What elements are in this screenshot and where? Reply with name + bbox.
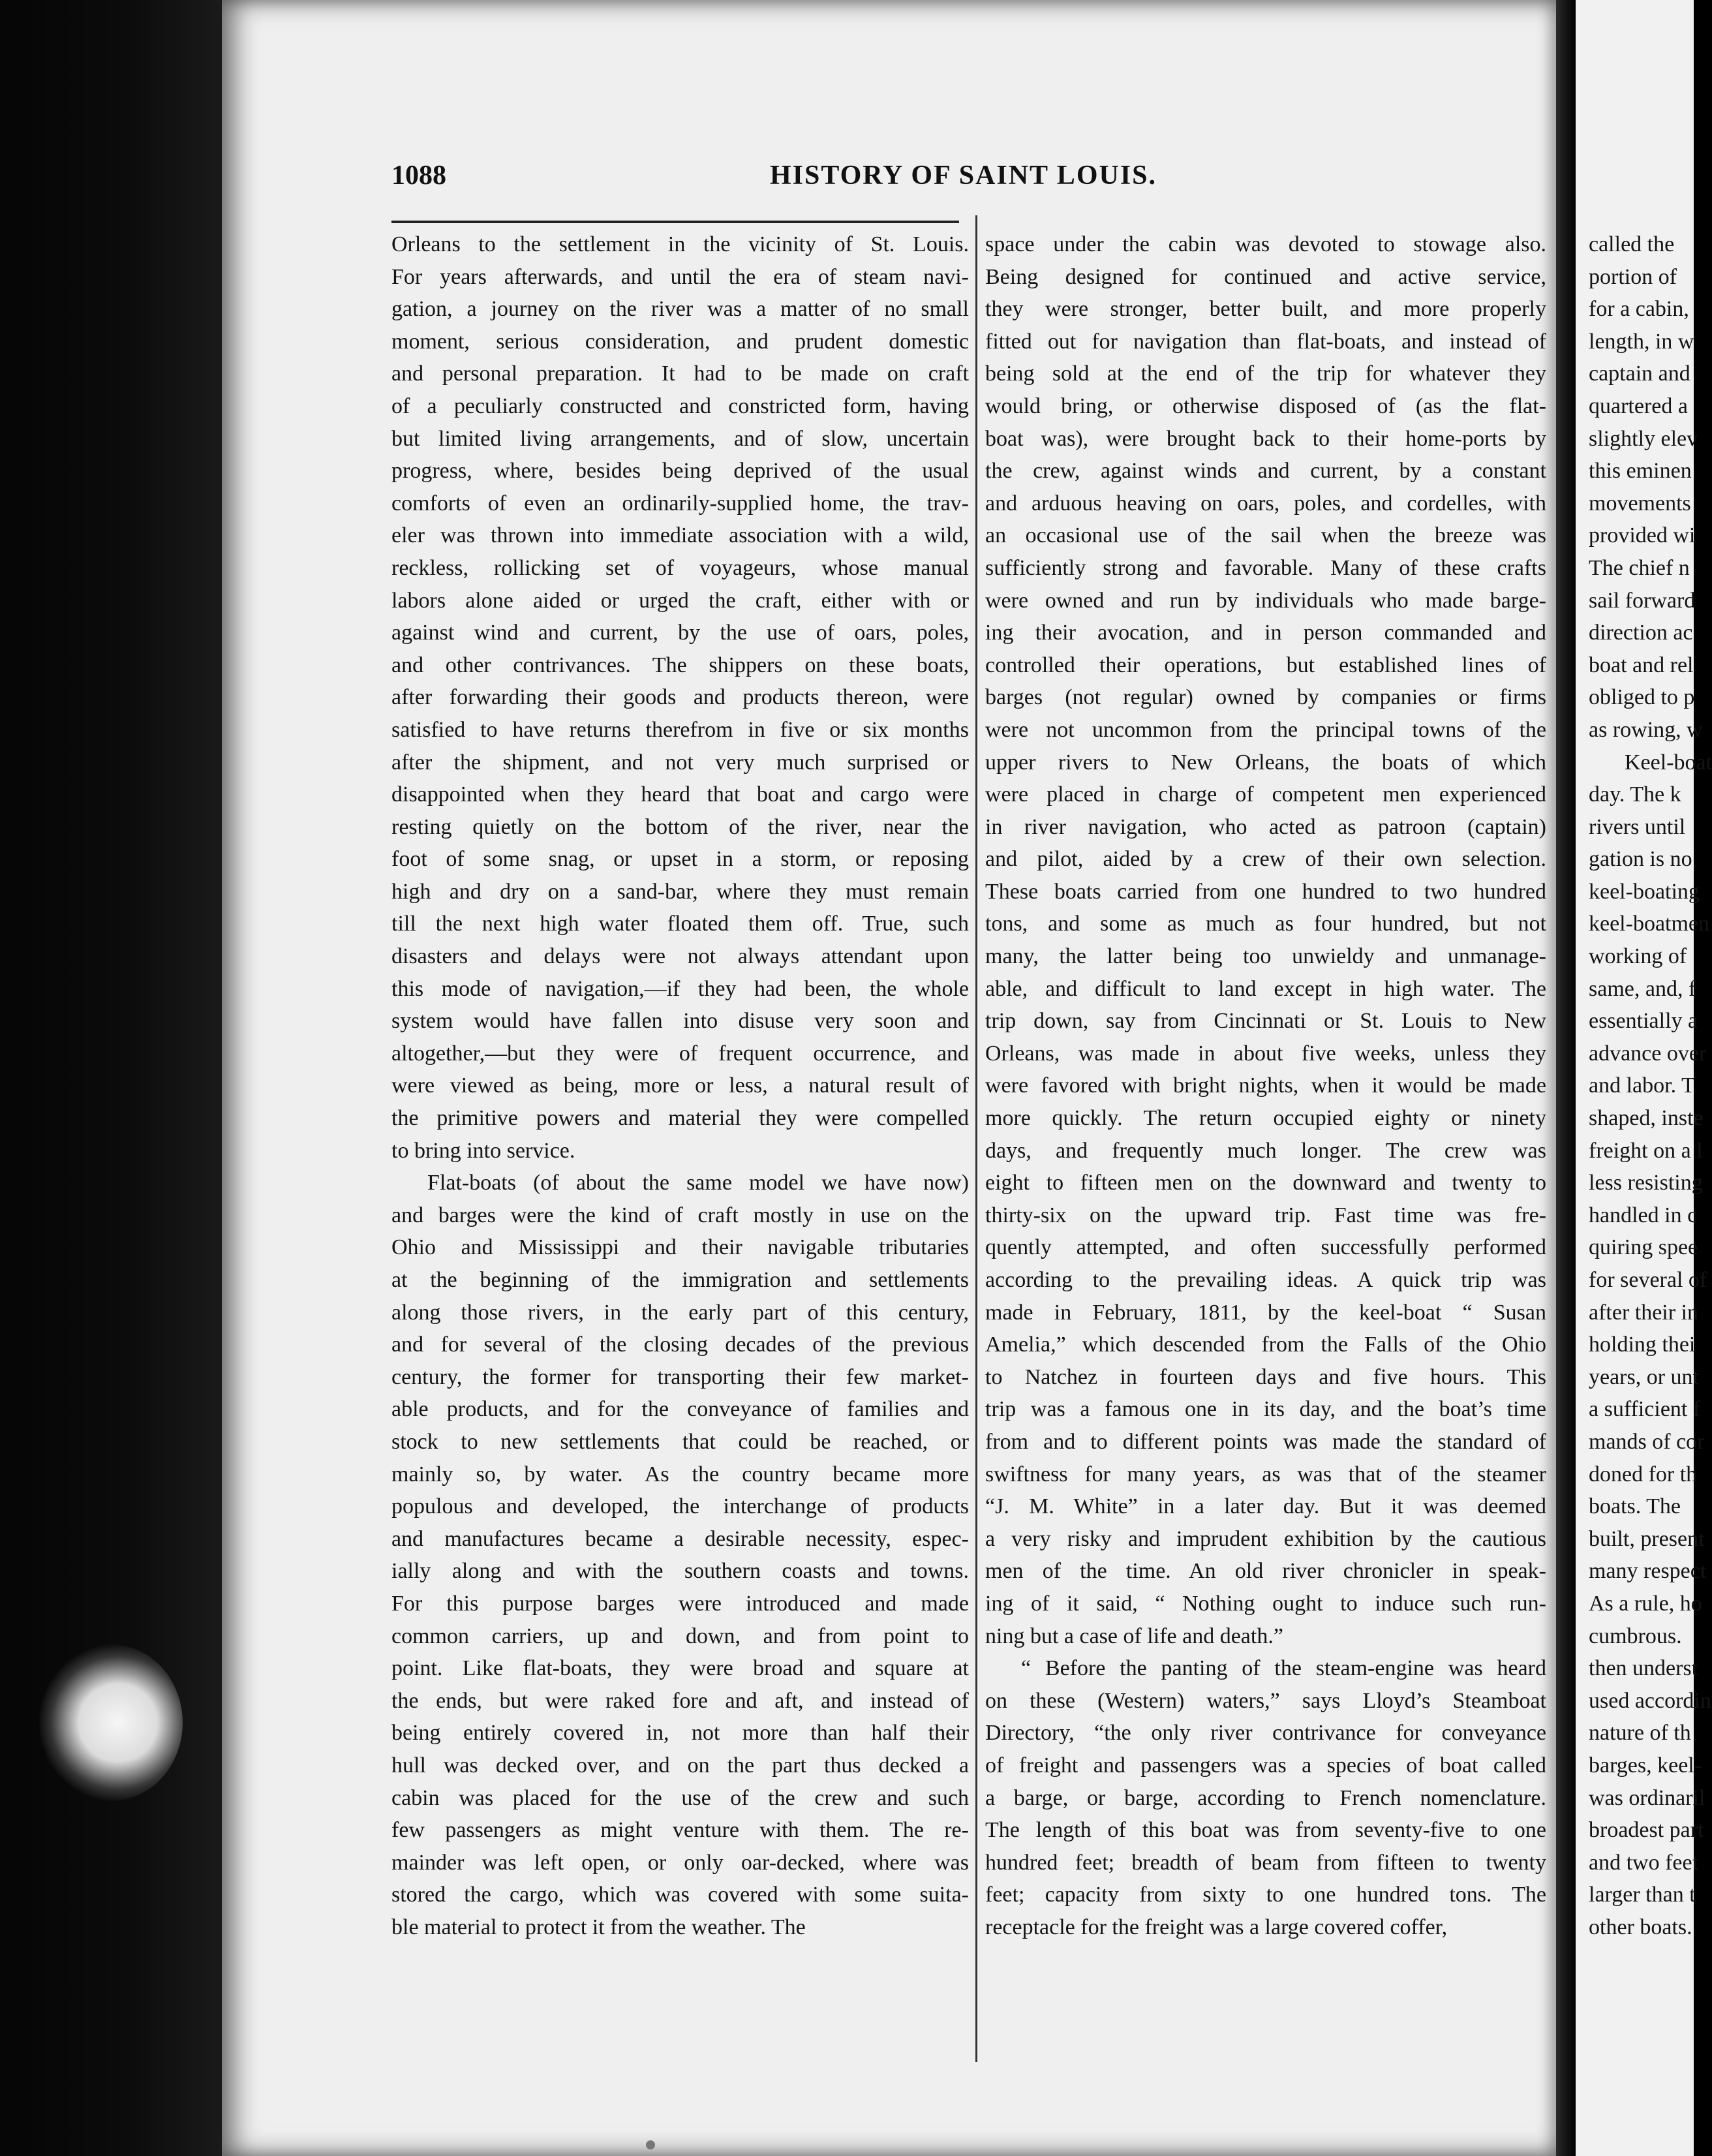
text-line: mainder was left open, or only oar-decked, where was bbox=[391, 1850, 969, 1875]
text-line: essentially a bbox=[1589, 1009, 1698, 1034]
text-line: after the shipment, and not very much surprised or bbox=[391, 750, 969, 775]
text-line: and other contrivances. The shippers on these boats, bbox=[391, 653, 969, 677]
text-line: called the bbox=[1589, 232, 1675, 256]
text-line: common carriers, up and down, and from point to bbox=[391, 1624, 969, 1648]
text-line: obliged to p bbox=[1589, 685, 1695, 710]
text-line: hundred feet; breadth of beam from fifteen to twenty bbox=[985, 1850, 1546, 1875]
text-line: ning but a case of life and death.” bbox=[985, 1624, 1283, 1648]
text-line: labors alone aided or urged the craft, either with or bbox=[391, 588, 969, 613]
text-line: ing their avocation, and in person commanded and bbox=[985, 621, 1546, 645]
text-line: would bring, or otherwise disposed of (as the flat- bbox=[985, 393, 1546, 418]
text-line: this mode of navigation,—if they had been, the whole bbox=[391, 976, 969, 1001]
text-line: ially along and with the southern coasts and towns. bbox=[391, 1559, 969, 1584]
text-line: more quickly. The return occupied eighty or ninety bbox=[985, 1106, 1546, 1131]
running-head: HISTORY OF SAINT LOUIS. bbox=[770, 161, 1157, 191]
text-line: ble material to protect it from the weather. The bbox=[391, 1915, 806, 1939]
text-line: years, or unt bbox=[1589, 1364, 1700, 1389]
text-line: trip was a famous one in its day, and the boat’s time bbox=[985, 1397, 1546, 1422]
text-line: altogether,—but they were of frequent occurrence, and bbox=[391, 1041, 969, 1066]
text-line: on these (Western) waters,” says Lloyd’s Steamboat bbox=[985, 1688, 1546, 1713]
text-line: stock to new settlements that could be reached, or bbox=[391, 1429, 969, 1454]
text-line: from and to different points was made the standard of bbox=[985, 1429, 1546, 1454]
column-divider bbox=[975, 215, 977, 2062]
text-line: according to the prevailing ideas. A quick trip was bbox=[985, 1268, 1546, 1292]
text-line: boats. The bbox=[1589, 1494, 1681, 1519]
text-line: in river navigation, who acted as patroon (captain) bbox=[985, 814, 1546, 839]
text-line: Being designed for continued and active service, bbox=[985, 264, 1546, 289]
text-line: high and dry on a sand-bar, where they must remain bbox=[391, 879, 969, 904]
text-line: century, the former for transporting their few market- bbox=[391, 1364, 969, 1389]
text-line: advance over bbox=[1589, 1041, 1707, 1066]
text-line: keel-boating bbox=[1589, 879, 1700, 904]
text-line: “ Before the panting of the steam-engine was heard bbox=[1021, 1656, 1546, 1681]
text-line: and personal preparation. It had to be made on craft bbox=[391, 362, 969, 386]
text-line: men of the time. An old river chronicler in speak- bbox=[985, 1559, 1546, 1584]
text-line: direction ac bbox=[1589, 621, 1693, 645]
text-line: working of bbox=[1589, 944, 1687, 969]
text-line: a barge, or barge, according to French nomenclature. bbox=[985, 1785, 1546, 1810]
text-line: were owned and run by individuals who made barge- bbox=[985, 588, 1546, 613]
scan-mark bbox=[646, 2140, 655, 2149]
text-line: eight to fifteen men on the downward and twenty to bbox=[985, 1171, 1546, 1195]
text-line: were not uncommon from the principal towns of the bbox=[985, 717, 1546, 742]
text-line: larger than t bbox=[1589, 1883, 1696, 1907]
text-line: of freight and passengers was a species of boat called bbox=[985, 1753, 1546, 1778]
text-line: till the next high water floated them off. True, such bbox=[391, 912, 969, 936]
text-line: “J. M. White” in a later day. But it was deemed bbox=[985, 1494, 1546, 1519]
text-line: mands of cor bbox=[1589, 1429, 1705, 1454]
text-line: keel-boatmen bbox=[1589, 912, 1710, 936]
text-line: a very risky and imprudent exhibition by the cautious bbox=[985, 1526, 1546, 1551]
text-line: used accordin bbox=[1589, 1688, 1711, 1713]
text-line: many, the latter being too unwieldy and unmanage- bbox=[985, 944, 1546, 969]
left-column bbox=[391, 228, 969, 1943]
text-line: day. The k bbox=[1589, 782, 1681, 807]
text-line: Keel-boat bbox=[1625, 750, 1712, 775]
text-line: and arduous heaving on oars, poles, and cordelles, with bbox=[985, 491, 1546, 516]
right-column bbox=[985, 228, 1546, 1943]
text-line: for a cabin, bbox=[1589, 297, 1689, 322]
text-line: as rowing, w bbox=[1589, 717, 1703, 742]
text-line: nature of th bbox=[1589, 1721, 1691, 1746]
facing-page-column bbox=[1589, 228, 1712, 1943]
text-line: sufficiently strong and favorable. Many of these crafts bbox=[985, 555, 1546, 580]
text-line: gation is no bbox=[1589, 847, 1692, 872]
text-line: controlled their operations, but established lines of bbox=[985, 653, 1546, 677]
text-line: resting quietly on the bottom of the river, near the bbox=[391, 814, 969, 839]
page-number: 1088 bbox=[391, 161, 446, 191]
text-line: foot of some snag, or upset in a storm, or reposing bbox=[391, 847, 969, 872]
text-line: few passengers as might venture with them. The re- bbox=[391, 1818, 969, 1843]
text-line: less resisting bbox=[1589, 1171, 1703, 1195]
text-line: ing of it said, “ Nothing ought to induce such run- bbox=[985, 1591, 1546, 1616]
text-line: For years afterwards, and until the era of steam navi- bbox=[391, 264, 969, 289]
text-line: Flat-boats (of about the same model we have now) bbox=[427, 1171, 969, 1195]
text-line: were viewed as being, more or less, a natural result of bbox=[391, 1073, 969, 1098]
text-line: point. Like flat-boats, they were broad and square at bbox=[391, 1656, 969, 1681]
text-line: and labor. T bbox=[1589, 1073, 1695, 1098]
text-line: Orleans, was made in about five weeks, unless they bbox=[985, 1041, 1546, 1066]
text-line: handled in c bbox=[1589, 1203, 1698, 1227]
text-line: and barges were the kind of craft mostly in use on the bbox=[391, 1203, 969, 1227]
text-line: trip down, say from Cincinnati or St. Louis to New bbox=[985, 1009, 1546, 1034]
text-line: populous and developed, the interchange of products bbox=[391, 1494, 969, 1519]
text-line: comforts of even an ordinarily-supplied home, the trav- bbox=[391, 491, 969, 516]
text-line: receptacle for the freight was a large covered coffer, bbox=[985, 1915, 1448, 1939]
text-line: but limited living arrangements, and of slow, uncertain bbox=[391, 426, 969, 451]
text-line: then underst bbox=[1589, 1656, 1698, 1681]
text-line: were favored with bright nights, when it would be made bbox=[985, 1073, 1546, 1098]
text-line: of a peculiarly constructed and constricted form, having bbox=[391, 393, 969, 418]
text-line: able, and difficult to land except in high water. The bbox=[985, 976, 1546, 1001]
text-line: broadest part bbox=[1589, 1818, 1704, 1843]
header-rule bbox=[391, 221, 959, 223]
text-line: barges, keel- bbox=[1589, 1753, 1702, 1778]
page-stain bbox=[39, 1644, 183, 1801]
text-line: other boats. bbox=[1589, 1915, 1692, 1939]
text-line: the ends, but were raked fore and aft, and instead of bbox=[391, 1688, 969, 1713]
text-line: As a rule, ho bbox=[1589, 1591, 1702, 1616]
page-header bbox=[391, 160, 1292, 199]
text-line: was ordinaril bbox=[1589, 1785, 1705, 1810]
text-line: Amelia,” which descended from the Falls of the Ohio bbox=[985, 1332, 1546, 1357]
text-line: and two feet bbox=[1589, 1850, 1699, 1875]
text-line: being entirely covered in, not more than half their bbox=[391, 1721, 969, 1746]
text-line: able products, and for the conveyance of families and bbox=[391, 1397, 969, 1422]
text-line: built, present bbox=[1589, 1526, 1705, 1551]
text-line: same, and, f bbox=[1589, 976, 1696, 1001]
text-line: a sufficient f bbox=[1589, 1397, 1701, 1422]
text-line: and pilot, aided by a crew of their own selection. bbox=[985, 847, 1546, 872]
text-line: disappointed when they heard that boat and cargo were bbox=[391, 782, 969, 807]
text-line: the crew, against winds and current, by a constant bbox=[985, 459, 1546, 484]
text-line: space under the cabin was devoted to stowage also. bbox=[985, 232, 1546, 256]
text-line: barges (not regular) owned by companies or firms bbox=[985, 685, 1546, 710]
text-line: reckless, rollicking set of voyageurs, whose manual bbox=[391, 555, 969, 580]
text-line: provided wi bbox=[1589, 523, 1696, 548]
text-line: Orleans to the settlement in the vicinity of St. Louis. bbox=[391, 232, 969, 256]
text-line: upper rivers to New Orleans, the boats of which bbox=[985, 750, 1546, 775]
text-line: disasters and delays were not always attendant upon bbox=[391, 944, 969, 969]
text-line: cumbrous. bbox=[1589, 1624, 1682, 1648]
text-line: for several of bbox=[1589, 1268, 1707, 1292]
text-line: gation, a journey on the river was a matter of no small bbox=[391, 297, 969, 322]
text-line: fitted out for navigation than flat-boats, and instead of bbox=[985, 329, 1546, 354]
text-line: rivers until bbox=[1589, 814, 1686, 839]
text-line: captain and bbox=[1589, 362, 1690, 386]
text-line: cabin was placed for the use of the crew and such bbox=[391, 1785, 969, 1810]
facing-page bbox=[1576, 0, 1712, 2156]
text-line: holding thei bbox=[1589, 1332, 1696, 1357]
text-line: they were stronger, better built, and more properly bbox=[985, 297, 1546, 322]
text-line: were placed in charge of competent men experienced bbox=[985, 782, 1546, 807]
text-line: to Natchez in fourteen days and five hours. This bbox=[985, 1364, 1546, 1389]
scan-dark-margin bbox=[0, 0, 222, 2156]
text-line: These boats carried from one hundred to two hundred bbox=[985, 879, 1546, 904]
text-line: an occasional use of the sail when the breeze was bbox=[985, 523, 1546, 548]
text-line: feet; capacity from sixty to one hundred tons. The bbox=[985, 1883, 1546, 1907]
text-line: shaped, inste bbox=[1589, 1106, 1704, 1131]
text-line: to bring into service. bbox=[391, 1138, 575, 1163]
text-line: slightly elev bbox=[1589, 426, 1698, 451]
text-line: swiftness for many years, as was that of the steamer bbox=[985, 1462, 1546, 1486]
text-line: system would have fallen into disuse very soon and bbox=[391, 1009, 969, 1034]
text-line: made in February, 1811, by the keel-boat “ Susan bbox=[985, 1300, 1546, 1325]
text-line: Directory, “the only river contrivance for conveyance bbox=[985, 1721, 1546, 1746]
text-line: movements bbox=[1589, 491, 1691, 516]
text-line: Ohio and Mississippi and their navigable tributaries bbox=[391, 1235, 969, 1260]
text-line: length, in w bbox=[1589, 329, 1694, 354]
text-line: against wind and current, by the use of oars, poles, bbox=[391, 621, 969, 645]
text-line: doned for th bbox=[1589, 1462, 1698, 1486]
text-line: sail forward bbox=[1589, 588, 1696, 613]
text-line: satisfied to have returns therefrom in five or six months bbox=[391, 717, 969, 742]
text-line: hull was decked over, and on the part thus decked a bbox=[391, 1753, 969, 1778]
text-line: at the beginning of the immigration and settlements bbox=[391, 1268, 969, 1292]
text-line: along those rivers, in the early part of this century, bbox=[391, 1300, 969, 1325]
text-line: stored the cargo, which was covered with some suita- bbox=[391, 1883, 969, 1907]
text-line: this eminen bbox=[1589, 459, 1692, 484]
text-line: progress, where, besides being deprived of the usual bbox=[391, 459, 969, 484]
text-line: and for several of the closing decades of the previous bbox=[391, 1332, 969, 1357]
text-line: The length of this boat was from seventy-five to one bbox=[985, 1818, 1546, 1843]
text-line: quiring spee bbox=[1589, 1235, 1698, 1260]
text-line: portion of bbox=[1589, 264, 1677, 289]
text-line: moment, serious consideration, and prudent domestic bbox=[391, 329, 969, 354]
text-line: and manufactures became a desirable necessity, espec- bbox=[391, 1526, 969, 1551]
text-line: quently attempted, and often successfully performed bbox=[985, 1235, 1546, 1260]
page-gutter bbox=[1556, 0, 1576, 2156]
text-line: The chief n bbox=[1589, 555, 1690, 580]
text-line: thirty-six on the upward trip. Fast time was fre- bbox=[985, 1203, 1546, 1227]
text-line: after their in bbox=[1589, 1300, 1699, 1325]
text-line: tons, and some as much as four hundred, but not bbox=[985, 912, 1546, 936]
text-line: eler was thrown into immediate association with a wild, bbox=[391, 523, 969, 548]
text-line: after forwarding their goods and products thereon, were bbox=[391, 685, 969, 710]
text-line: being sold at the end of the trip for whatever they bbox=[985, 362, 1546, 386]
text-line: quartered a bbox=[1589, 393, 1688, 418]
text-line: many respect bbox=[1589, 1559, 1707, 1584]
text-line: mainly so, by water. As the country became more bbox=[391, 1462, 969, 1486]
text-line: the primitive powers and material they were compelled bbox=[391, 1106, 969, 1131]
text-line: boat and rel bbox=[1589, 653, 1694, 677]
text-line: freight on a l bbox=[1589, 1138, 1703, 1163]
text-line: For this purpose barges were introduced and made bbox=[391, 1591, 969, 1616]
text-line: boat was), were brought back to their home-ports by bbox=[985, 426, 1546, 451]
text-line: days, and frequently much longer. The crew was bbox=[985, 1138, 1546, 1163]
